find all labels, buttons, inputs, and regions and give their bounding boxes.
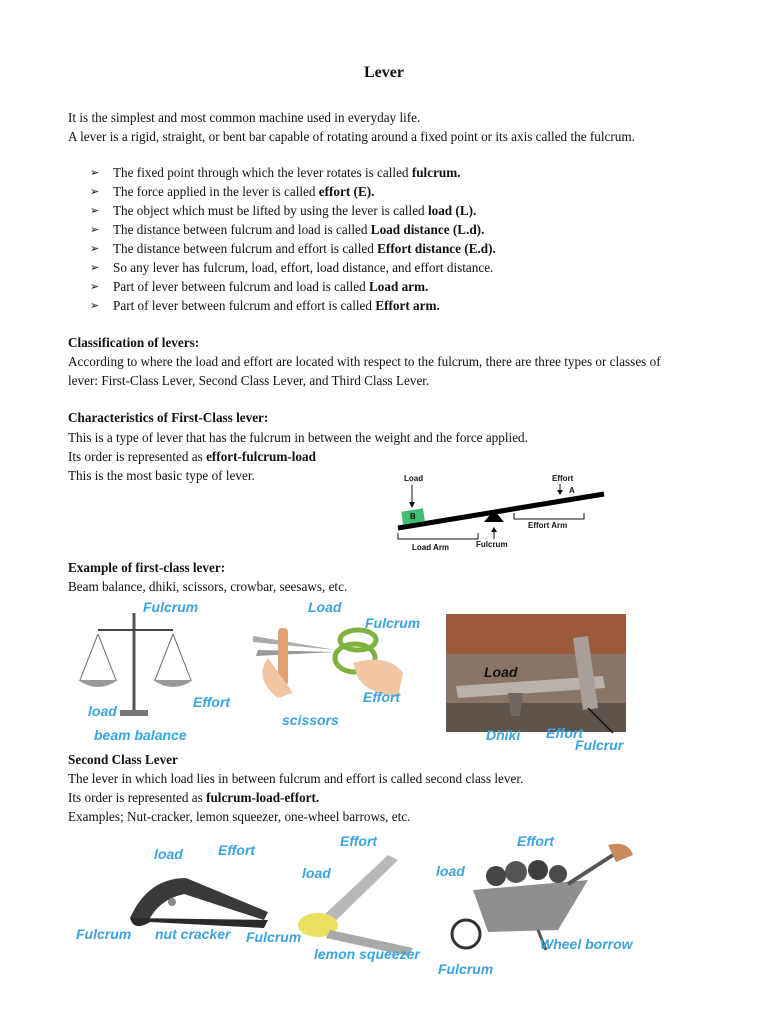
page-title: Lever xyxy=(364,64,404,81)
fig2-label-effort-2: Effort xyxy=(340,833,378,849)
nut-cracker-image xyxy=(130,878,268,928)
list-item: Part of lever between fulcrum and load is called Load arm. xyxy=(113,279,429,294)
list-item: The distance between fulcrum and effort is called Effort distance (E.d). xyxy=(113,241,496,256)
fig2-label-lemon-squeezer: lemon squeezer xyxy=(314,946,420,962)
first-class-order: Its order is represented as effort-fulcrum-load xyxy=(68,449,316,464)
diagram-load-label: Load xyxy=(404,474,424,483)
bullet-arrow-icon: ➢ xyxy=(90,299,100,312)
first-class-line-1: This is a type of lever that has the fulcrum in between the weight and the force applied. xyxy=(68,430,528,445)
list-item: The distance between fulcrum and load is called Load distance (L.d). xyxy=(113,222,485,237)
intro-line-1: It is the simplest and most common machine used in everyday life. xyxy=(68,110,421,125)
diagram-effort-label: Effort xyxy=(552,474,574,483)
diagram-effort-arm-label: Effort Arm xyxy=(528,521,568,530)
second-class-order: Its order is represented as fulcrum-load-effort. xyxy=(68,790,320,805)
second-class-examples-figure xyxy=(68,830,638,976)
fig-label-load-2: load xyxy=(88,703,117,719)
fig-label-fulcrum-3: Fulcrur xyxy=(575,737,624,750)
fig2-label-fulcrum-3: Fulcrum xyxy=(438,961,494,976)
list-item: The fixed point through which the lever rotates is called fulcrum. xyxy=(113,165,461,180)
scissors-image xyxy=(253,628,403,698)
load-arrowhead-icon xyxy=(409,502,415,508)
fig-label-fulcrum-2: Fulcrum xyxy=(365,615,421,631)
fig2-label-wheel-borrow: Wheel borrow xyxy=(540,936,633,952)
fig-label-effort-1: Effort xyxy=(193,694,231,710)
diagram-a-label: A xyxy=(569,486,575,495)
bullet-arrow-icon: ➢ xyxy=(90,261,100,274)
bullet-arrow-icon: ➢ xyxy=(90,242,100,255)
diagram-load-arm-label: Load Arm xyxy=(412,543,450,552)
classification-line-2: lever: First-Class Lever, Second Class Lever, and Third Class Lever. xyxy=(68,373,430,388)
fig2-label-load-2: load xyxy=(302,865,331,881)
fig-label-beam-balance: beam balance xyxy=(94,727,187,743)
fig-label-dhiki: Dhiki xyxy=(486,727,521,743)
first-class-heading: Characteristics of First-Class lever: xyxy=(68,410,269,425)
fig2-label-load-3: load xyxy=(436,863,465,879)
second-class-line-1: The lever in which load lies in between fulcrum and effort is called second class lever. xyxy=(68,771,524,786)
diagram-fulcrum-label: Fulcrum xyxy=(476,540,508,549)
bullet-arrow-icon: ➢ xyxy=(90,185,100,198)
bullet-arrow-icon: ➢ xyxy=(90,166,100,179)
classification-heading: Classification of levers: xyxy=(68,335,200,350)
dhiki-photo xyxy=(446,614,626,732)
first-class-lever-diagram xyxy=(372,450,622,560)
wheelbarrow-image xyxy=(452,844,633,950)
example-first-text: Beam balance, dhiki, scissors, crowbar, seesaws, etc. xyxy=(68,579,348,594)
load-arm-bracket xyxy=(398,533,478,539)
fig-label-load-3: Load xyxy=(484,664,518,680)
lever-bar xyxy=(398,494,604,528)
fig2-label-effort-3: Effort xyxy=(517,833,555,849)
bullet-arrow-icon: ➢ xyxy=(90,223,100,236)
fig2-label-fulcrum-2: Fulcrum xyxy=(246,929,302,945)
list-item: The force applied in the lever is called effort (E). xyxy=(113,184,375,199)
second-class-examples: Examples; Nut-cracker, lemon squeezer, one-wheel barrows, etc. xyxy=(68,809,411,824)
bullet-arrow-icon: ➢ xyxy=(90,204,100,217)
fig2-label-load-1: load xyxy=(154,846,183,862)
list-item: Part of lever between fulcrum and effort is called Effort arm. xyxy=(113,298,440,313)
fig-label-effort-2: Effort xyxy=(363,689,401,705)
second-class-heading: Second Class Lever xyxy=(68,752,178,767)
fig2-label-effort-1: Effort xyxy=(218,842,256,858)
example-first-heading: Example of first-class lever: xyxy=(68,560,226,575)
fulcrum-arrowhead-icon xyxy=(491,527,497,532)
fig2-label-nut-cracker: nut cracker xyxy=(155,926,231,942)
beam-balance-image xyxy=(78,613,193,716)
intro-line-2: A lever is a rigid, straight, or bent bar capable of rotating around a fixed point or its axis called the fulcrum. xyxy=(68,129,635,144)
first-class-line-3: This is the most basic type of lever. xyxy=(68,468,255,483)
classification-line-1: According to where the load and effort are located with respect to the fulcrum, there are three types or classes of xyxy=(68,354,661,369)
diagram-b-label: B xyxy=(410,512,416,521)
effort-arrowhead-icon xyxy=(557,490,563,495)
fig-label-load-1: Load xyxy=(308,599,342,615)
list-item: So any lever has fulcrum, load, effort, load distance, and effort distance. xyxy=(113,260,494,275)
fig-label-effort-3: Effort xyxy=(546,725,584,741)
effort-arm-bracket xyxy=(514,513,584,519)
fig-label-scissors: scissors xyxy=(282,712,339,728)
bullet-arrow-icon: ➢ xyxy=(90,280,100,293)
first-class-examples-figure xyxy=(68,598,633,750)
fig2-label-fulcrum-1: Fulcrum xyxy=(76,926,132,942)
list-item: The object which must be lifted by using the lever is called load (L). xyxy=(113,203,477,218)
fig-label-fulcrum-1: Fulcrum xyxy=(143,599,199,615)
